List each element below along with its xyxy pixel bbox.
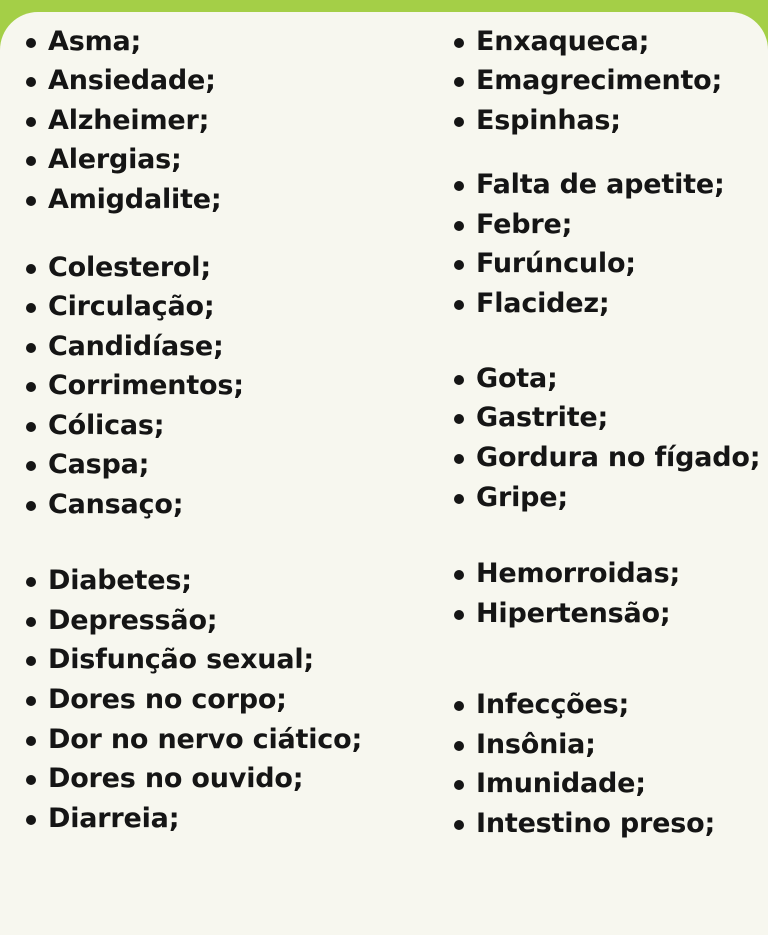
list-item-label: Intestino preso; <box>476 808 716 839</box>
list-item-label: Diarreia; <box>48 803 180 834</box>
bullet-dot-icon <box>454 375 464 385</box>
bullet-dot-icon <box>26 656 36 666</box>
list-item-label: Gastrite; <box>476 402 609 433</box>
bullet-dot-icon <box>26 343 36 353</box>
list-item-label: Flacidez; <box>476 288 610 319</box>
bullet-dot-icon <box>26 501 36 511</box>
bullet-dot-icon <box>26 303 36 313</box>
list-item-label: Depressão; <box>48 605 218 636</box>
list-item-label: Disfunção sexual; <box>48 644 314 675</box>
list-item-label: Enxaqueca; <box>476 26 650 57</box>
list-item-label: Imunidade; <box>476 768 646 799</box>
list-item-label: Espinhas; <box>476 105 621 136</box>
bullet-dot-icon <box>454 260 464 270</box>
bullet-dot-icon <box>26 382 36 392</box>
bullet-dot-icon <box>26 736 36 746</box>
list-item-label: Gripe; <box>476 482 568 513</box>
list-item-label: Diabetes; <box>48 565 192 596</box>
bullet-dot-icon <box>454 741 464 751</box>
bullet-dot-icon <box>454 38 464 48</box>
bullet-dot-icon <box>454 181 464 191</box>
bullet-dot-icon <box>454 494 464 504</box>
list-item-label: Cólicas; <box>48 410 165 441</box>
list-item-label: Asma; <box>48 26 142 57</box>
list-item-label: Corrimentos; <box>48 370 244 401</box>
bullet-dot-icon <box>26 38 36 48</box>
list-item-label: Febre; <box>476 209 573 240</box>
bullet-dot-icon <box>454 77 464 87</box>
list-item-label: Colesterol; <box>48 252 211 283</box>
list-item-label: Candidíase; <box>48 331 224 362</box>
list-item-label: Insônia; <box>476 729 596 760</box>
list-item-label: Dores no ouvido; <box>48 763 304 794</box>
bullet-dot-icon <box>454 610 464 620</box>
bullet-dot-icon <box>454 221 464 231</box>
bullet-dot-icon <box>26 461 36 471</box>
list-item-label: Dores no corpo; <box>48 684 287 715</box>
bullet-dot-icon <box>454 820 464 830</box>
bullet-dot-icon <box>26 696 36 706</box>
bullet-dot-icon <box>26 156 36 166</box>
bullet-dot-icon <box>454 701 464 711</box>
bullet-dot-icon <box>454 414 464 424</box>
list-item-label: Alergias; <box>48 144 182 175</box>
list-item-label: Amigdalite; <box>48 184 222 215</box>
bullet-dot-icon <box>26 422 36 432</box>
list-item-label: Caspa; <box>48 449 150 480</box>
list-item-label: Gordura no fígado; <box>476 442 761 473</box>
list-item-label: Gota; <box>476 363 558 394</box>
list-item-label: Hemorroidas; <box>476 558 681 589</box>
bullet-dot-icon <box>26 617 36 627</box>
list-item-label: Cansaço; <box>48 489 184 520</box>
list-item-label: Alzheimer; <box>48 105 210 136</box>
bullet-dot-icon <box>454 117 464 127</box>
list-item-label: Circulação; <box>48 291 215 322</box>
bullet-dot-icon <box>454 454 464 464</box>
bullet-dot-icon <box>454 300 464 310</box>
list-item-label: Falta de apetite; <box>476 169 725 200</box>
bullet-dot-icon <box>26 77 36 87</box>
bullet-dot-icon <box>454 780 464 790</box>
bullet-dot-icon <box>26 196 36 206</box>
list-item-label: Emagrecimento; <box>476 65 723 96</box>
list-item-label: Infecções; <box>476 689 630 720</box>
bullet-dot-icon <box>454 570 464 580</box>
bullet-dot-icon <box>26 775 36 785</box>
list-item-label: Dor no nervo ciático; <box>48 724 363 755</box>
list-item-label: Furúnculo; <box>476 248 636 279</box>
bullet-dot-icon <box>26 117 36 127</box>
bullet-dot-icon <box>26 577 36 587</box>
list-item-label: Ansiedade; <box>48 65 216 96</box>
bullet-dot-icon <box>26 815 36 825</box>
bullet-dot-icon <box>26 264 36 274</box>
list-item-label: Hipertensão; <box>476 598 671 629</box>
